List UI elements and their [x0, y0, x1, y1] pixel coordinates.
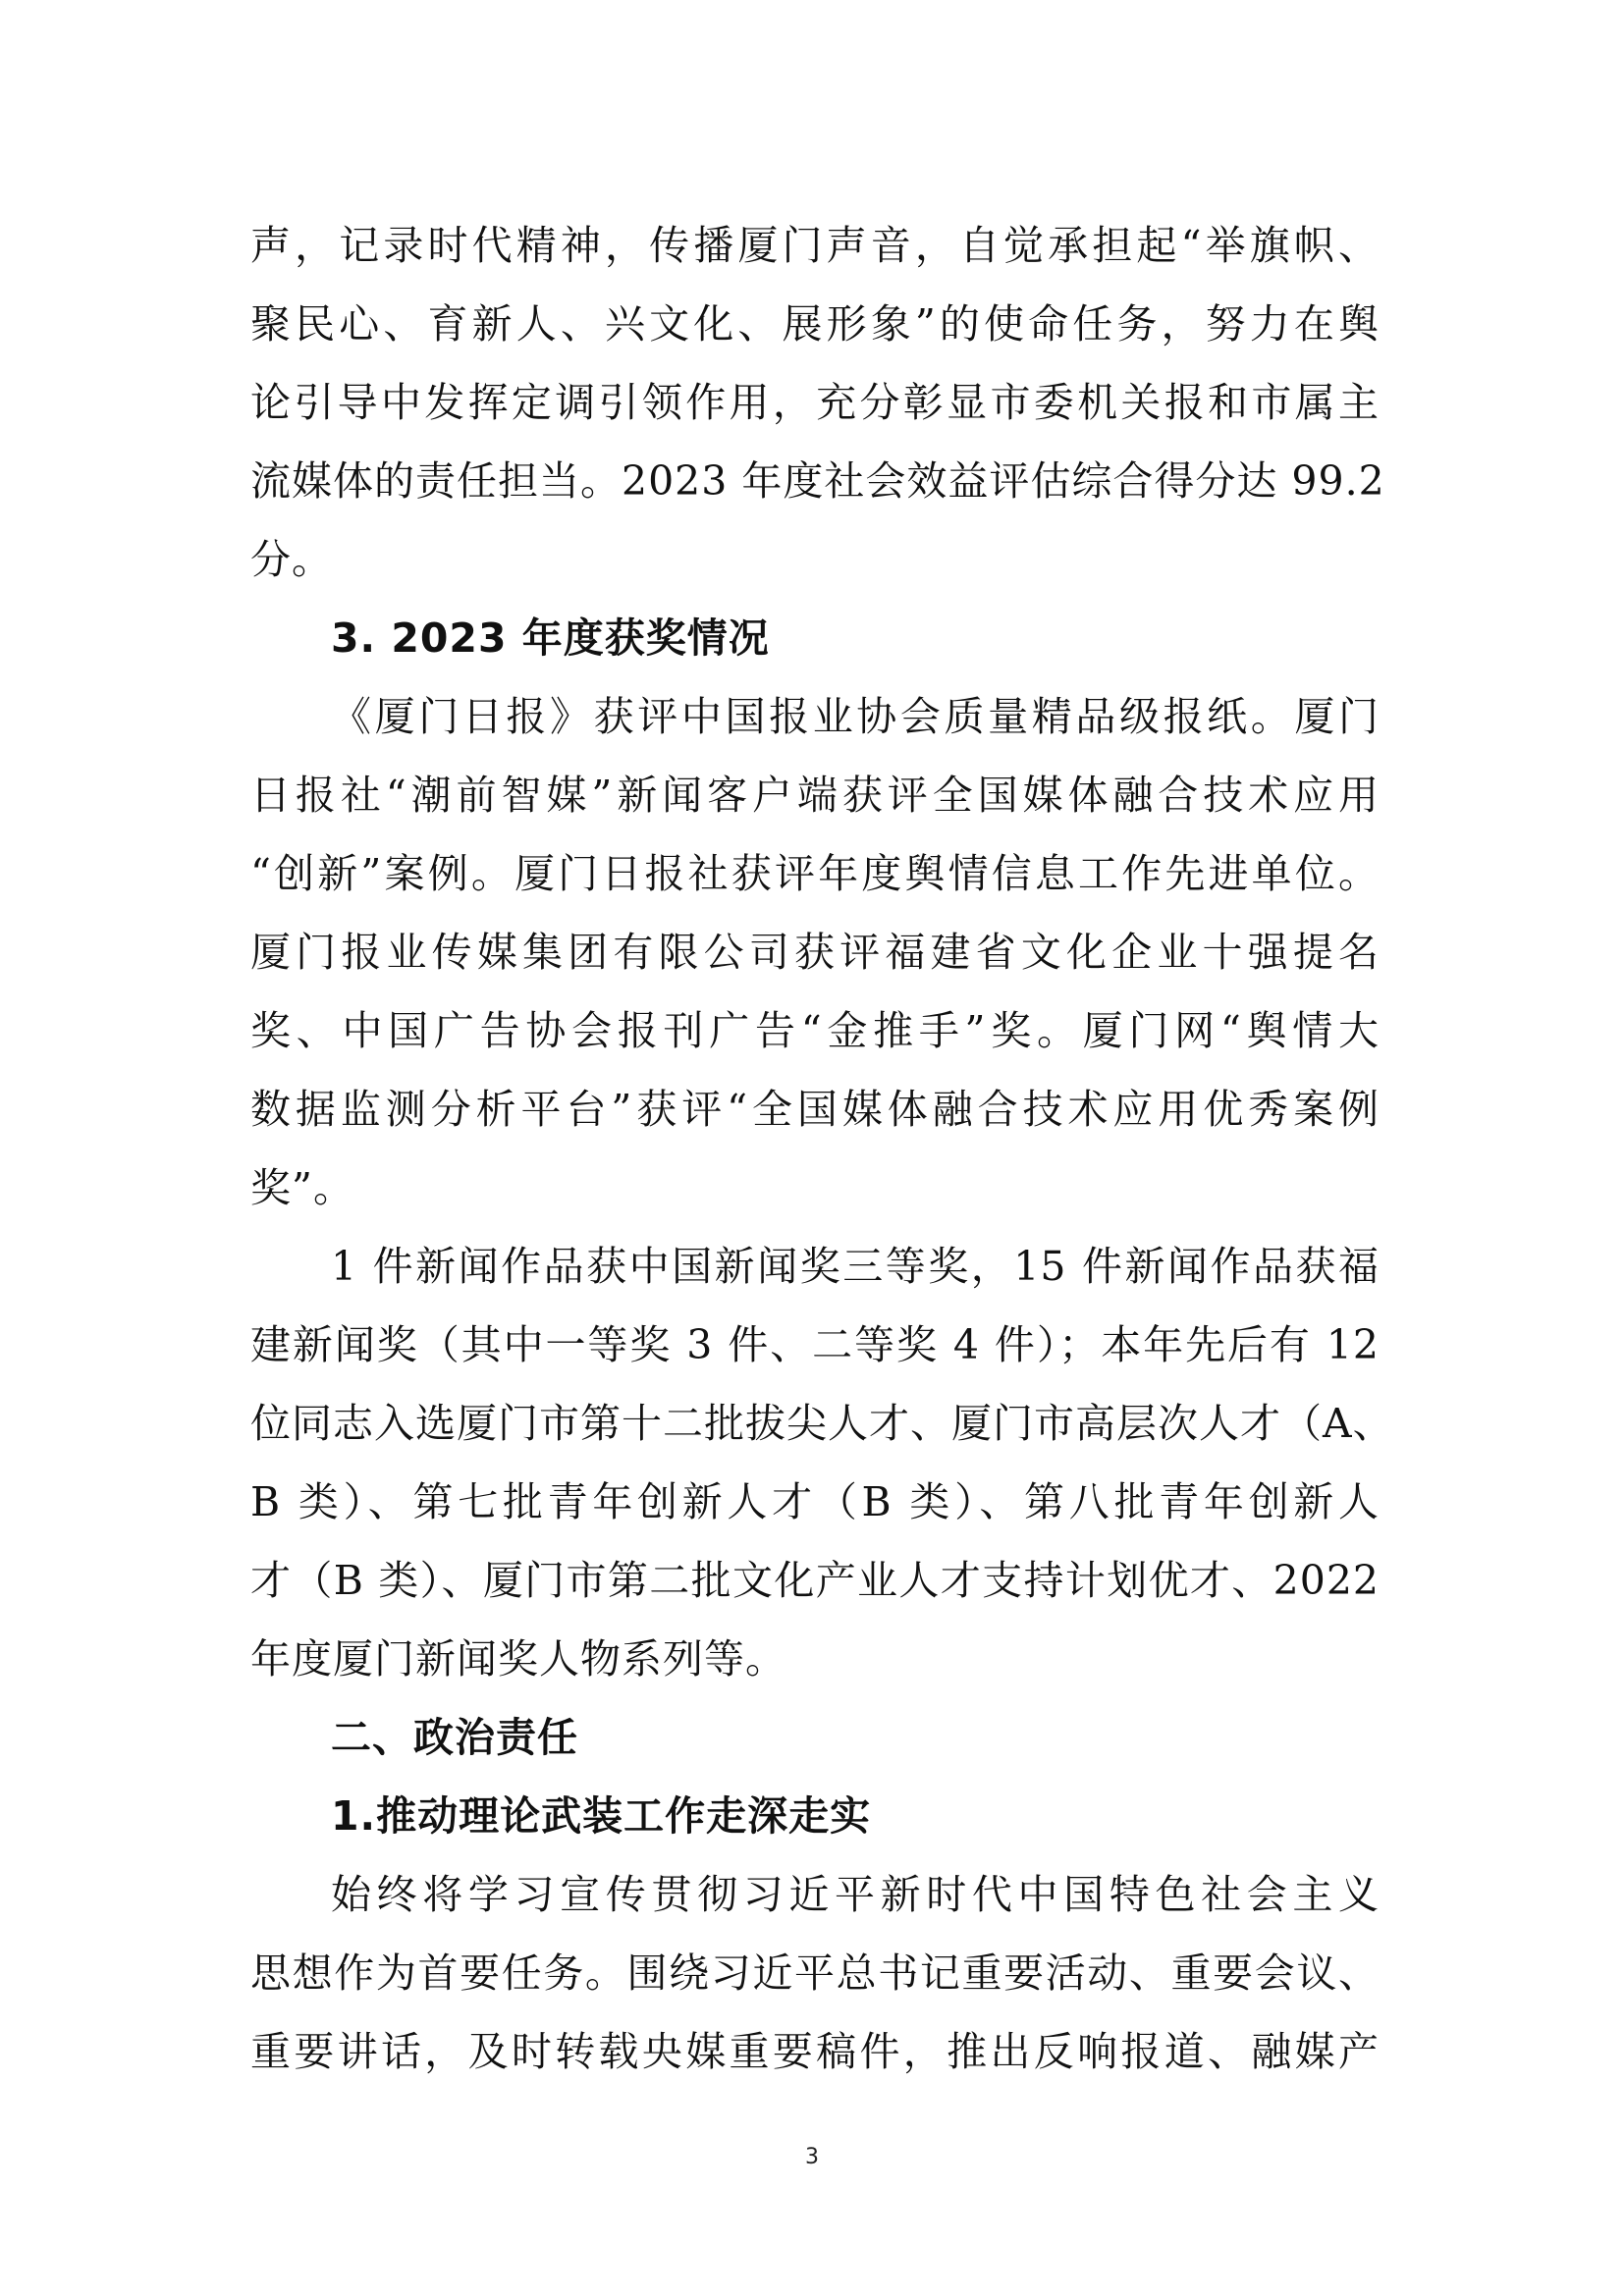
- text-line: 重要讲话，及时转载央媒重要稿件，推出反响报道、融媒产: [250, 2028, 1380, 2075]
- text-line: “创新”案例。厦门日报社获评年度舆情信息工作先进单位。: [250, 850, 1380, 897]
- text-line: 位同志入选厦门市第十二批拔尖人才、厦门市高层次人才（A、: [250, 1400, 1394, 1447]
- text-line: 奖”。: [250, 1164, 354, 1211]
- text-line: 思想作为首要任务。围绕习近平总书记重要活动、重要会议、: [250, 1949, 1380, 1997]
- text-line: 声，记录时代精神，传播厦门声音，自觉承担起“举旗帜、: [250, 222, 1380, 269]
- section-heading: 二、政治责任: [331, 1714, 578, 1761]
- text-line: 《厦门日报》获评中国报业协会质量精品级报纸。厦门: [331, 693, 1380, 740]
- text-line: 分。: [250, 536, 333, 583]
- text-line: 奖、中国广告协会报刊广告“金推手”奖。厦门网“舆情大: [250, 1007, 1380, 1054]
- text-line: 年度厦门新闻奖人物系列等。: [250, 1635, 786, 1682]
- page-number: 3: [805, 2145, 819, 2169]
- text-line: 始终将学习宣传贯彻习近平新时代中国特色社会主义: [331, 1871, 1380, 1918]
- text-line: 厦门报业传媒集团有限公司获评福建省文化企业十强提名: [250, 929, 1380, 976]
- text-line: 日报社“潮前智媒”新闻客户端获评全国媒体融合技术应用: [250, 772, 1380, 819]
- document-body: [250, 206, 1394, 2091]
- text-line: 1 件新闻作品获中国新闻奖三等奖，15 件新闻作品获福: [331, 1243, 1380, 1290]
- text-line: 论引导中发挥定调引领作用，充分彰显市委机关报和市属主: [250, 379, 1380, 426]
- text-line: 流媒体的责任担当。2023 年度社会效益评估综合得分达 99.2: [250, 457, 1385, 505]
- text-line: B 类）、第七批青年创新人才（B 类）、第八批青年创新人: [250, 1478, 1380, 1525]
- section-heading: 1.推动理论武装工作走深走实: [331, 1792, 872, 1840]
- section-heading: 3. 2023 年度获奖情况: [331, 614, 770, 662]
- text-line: 才（B 类）、厦门市第二批文化产业人才支持计划优才、2022: [250, 1557, 1380, 1604]
- text-line: 建新闻奖（其中一等奖 3 件、二等奖 4 件）；本年先后有 12: [250, 1321, 1380, 1368]
- text-line: 数据监测分析平台”获评“全国媒体融合技术应用优秀案例: [250, 1086, 1380, 1133]
- text-line: 聚民心、育新人、兴文化、展形象”的使命任务，努力在舆: [250, 300, 1380, 347]
